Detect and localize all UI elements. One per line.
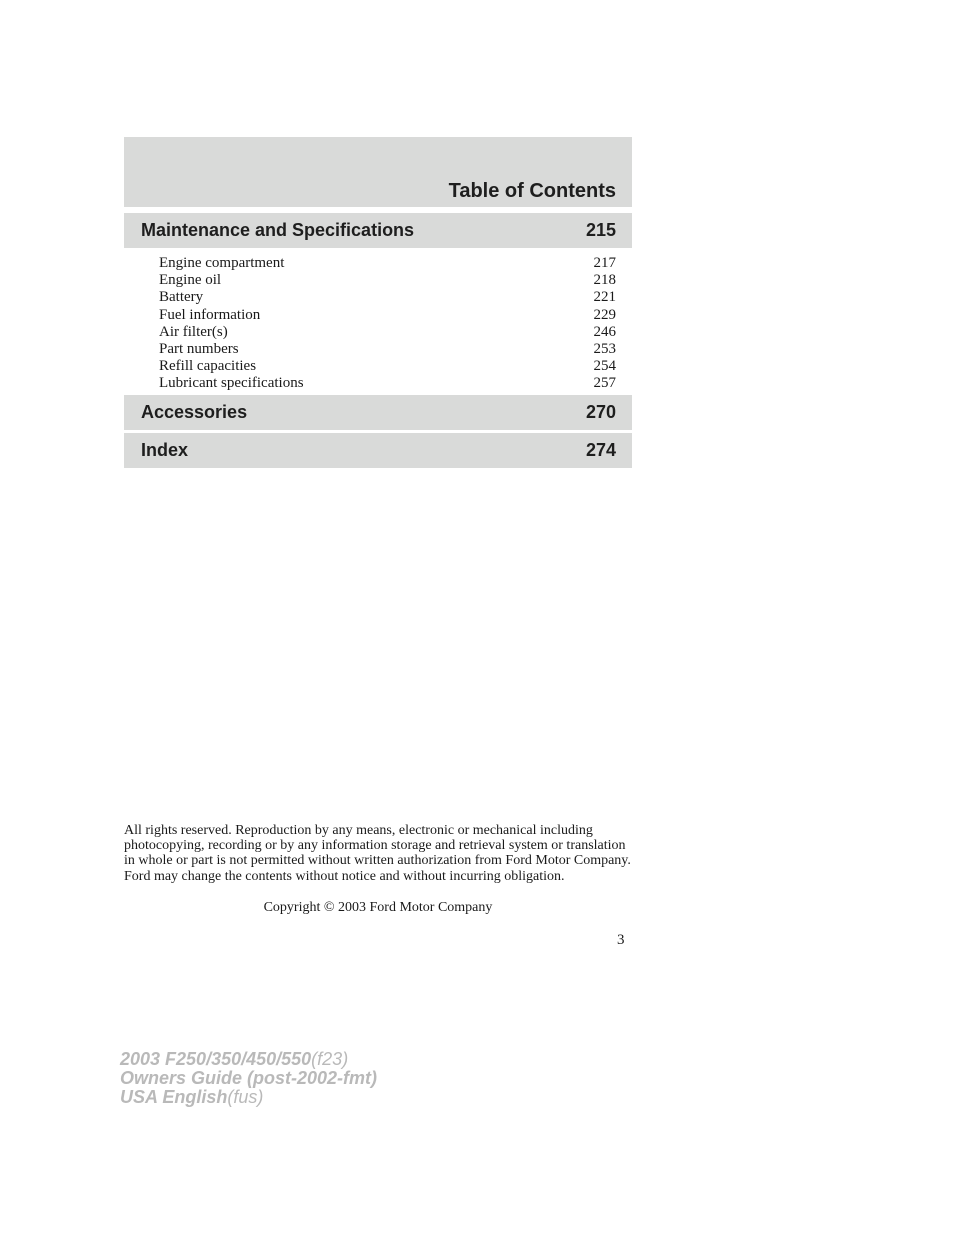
- toc-section-index[interactable]: [124, 433, 632, 468]
- toc-item-label: Air filter(s): [159, 323, 228, 340]
- footer-language: USA English: [120, 1087, 228, 1107]
- toc-item[interactable]: [159, 255, 616, 272]
- toc-item[interactable]: [159, 307, 616, 324]
- page-number: 3: [617, 932, 625, 948]
- footer-model-code: (f23): [311, 1049, 349, 1069]
- toc-header-band: [124, 137, 632, 207]
- section-page-number: 274: [585, 440, 616, 460]
- footer-model: 2003 F250/350/450/550: [120, 1049, 312, 1069]
- section-page-number: 270: [585, 402, 616, 422]
- section-label: Maintenance and Specifications: [141, 220, 415, 240]
- footer-guide: Owners Guide (post-2002-fmt): [120, 1068, 378, 1088]
- toc-item-page: 218: [593, 272, 616, 289]
- toc-item[interactable]: [159, 289, 616, 306]
- copyright-notice: Copyright © 2003 Ford Motor Company: [263, 900, 493, 915]
- toc-item-label: Lubricant specifications: [159, 375, 304, 392]
- toc-item-page: 257: [593, 375, 616, 392]
- toc-item-label: Fuel information: [159, 306, 261, 323]
- section-label: Index: [141, 440, 189, 460]
- footer-language-code: (fus): [227, 1087, 264, 1107]
- toc-item-label: Engine compartment: [159, 255, 285, 271]
- toc-item-page: 246: [593, 323, 616, 340]
- toc-item-page: 229: [593, 306, 616, 323]
- toc-item-page: 254: [593, 358, 616, 375]
- toc-item[interactable]: [159, 272, 616, 289]
- footer-model-line: [120, 1050, 377, 1069]
- toc-item-label: Part numbers: [159, 340, 239, 357]
- rights-notice: All rights reserved. Reproduction by any means, electronic or mechanical including photocopying, recording or by any information storage and retrieval system or translation in whole or part is not permitted without written authorization from Ford Motor Company. Ford may change the contents without notice and without incurring obligation.: [124, 823, 631, 884]
- toc-item-label: Battery: [159, 289, 204, 306]
- section-page-number: 215: [585, 220, 616, 240]
- toc-item-page: 253: [593, 340, 616, 357]
- toc-item-label: Refill capacities: [159, 358, 257, 375]
- toc-section-maintenance[interactable]: [124, 213, 632, 248]
- document-footer: [120, 1050, 377, 1107]
- toc-subsection-list: [159, 255, 616, 393]
- toc-item[interactable]: [159, 375, 616, 392]
- toc-item[interactable]: [159, 358, 616, 375]
- toc-section-accessories[interactable]: [124, 395, 632, 430]
- toc-item-page: 221: [593, 289, 616, 306]
- footer-language-line: [120, 1088, 377, 1107]
- toc-item[interactable]: [159, 324, 616, 341]
- toc-item[interactable]: [159, 341, 616, 358]
- page-title: Table of Contents: [448, 180, 616, 202]
- toc-item-label: Engine oil: [159, 272, 222, 289]
- section-label: Accessories: [141, 402, 248, 422]
- toc-item-page: 217: [593, 255, 616, 271]
